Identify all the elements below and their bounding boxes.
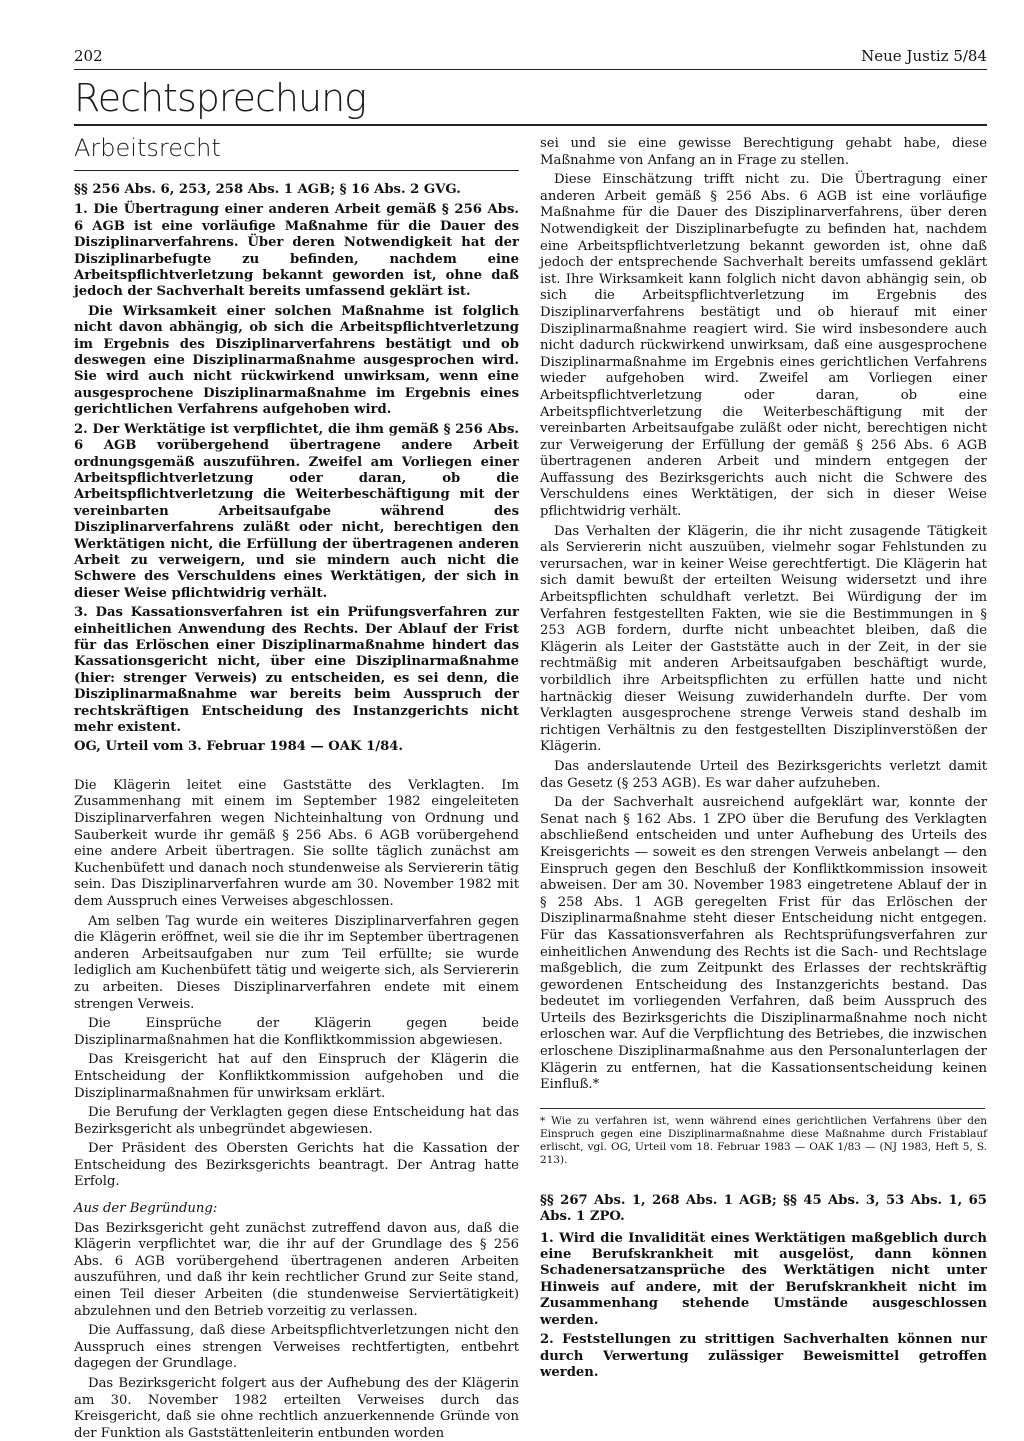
case1-right-4: Das anderslautende Urteil des Bezirksgerichts verletzt damit das Gesetz (§ 253 AGB). Es war daher aufzuheben.: [540, 758, 987, 791]
case1-citation: OG, Urteil vom 3. Februar 1984 — OAK 1/84.: [74, 739, 404, 755]
case2-headnote-1: 1. Wird die Invalidität eines Werktätigen maßgeblich durch eine Berufskrankheit mit ausgelöst, dann können Schadenersatzansprüche des Werktätigen nicht unter Hinweis auf andere, mit der Berufskrankheit nicht im Zusammenhang stehende Umstände ausgeschlossen werden.: [540, 1230, 987, 1328]
footnote: * Wie zu verfahren ist, wenn während eines gerichtlichen Verfahrens über den Einspruch gegen eine Disziplinarmaßnahme diese Maßnahme durch Fristablauf erlischt, vgl. OG, Urteil vom 18. Februar 1983 — OAK 1/83 — (NJ 1983, Heft 5, S. 213).: [540, 1114, 987, 1166]
reasons-heading: Aus der Begründung:: [74, 1201, 218, 1217]
journal-issue: Neue Justiz 5/84: [861, 47, 987, 65]
page-header: [74, 47, 987, 69]
section-rule: [74, 124, 987, 126]
case1-facts-3: Die Einsprüche der Klägerin gegen beide Disziplinarmaßnahmen hat die Konfliktkommission abgewiesen.: [74, 1016, 519, 1048]
case1-reasons-3: Das Bezirksgericht folgert aus der Aufhebung des der Klägerin am 30. November 1982 erteilten Verweises durch das Kreisgericht, daß sie ohne rechtlich anzuerkennende Gründe von der Funktion als Gaststättenleiterin entbunden worden: [74, 1376, 519, 1441]
case1-headnote-3: 3. Das Kassationsverfahren ist ein Prüfungsverfahren zur einheitlichen Anwendung des Rechts. Der Ablauf der Frist für das Erlöschen einer Disziplinarmaßnahme hindert das Kassationsgericht nicht, über eine Disziplinarmaßnahme (hier: strenger Verweis) zu entscheiden, es sei denn, die Disziplinarmaßnahme war bereits beim Ausspruch der rechtskräftigen Entscheidung des Instanzgerichts nicht mehr existent.: [74, 605, 519, 735]
case1-right-2: Diese Einschätzung trifft nicht zu. Die Übertragung einer anderen Arbeit gemäß § 256 Abs. 6 AGB ist eine vorläufige Maßnahme für die Dauer des Disziplinarverfahrens, über deren Notwendigkeit der Disziplinarbefugte zu befinden hat, nachdem eine Arbeitspflichtverletzung bekannt geworden ist, ohne daß jedoch der entsprechende Sachverhalt bereits umfassend geklärt ist. Ihre Wirksamkeit kann folglich nicht davon abhängig sein, ob sich die Arbeitspflichtverletzung im Ergebnis des Disziplinarverfahrens bestätigt und ob hierauf mit einer Disziplinarmaßnahme reagiert wird. Sie wird insbesondere auch nicht dadurch rückwirkend unwirksam, daß eine ausgesprochene Disziplinarmaßnahme im Ergebnis eines gerichtlichen Verfahrens wieder aufgehoben wird. Zweifel am Vorliegen einer Arbeitspflichtverletzung oder daran, ob eine Arbeitspflichtverletzung die Weiterbeschäftigung mit der vereinbarten Arbeitsaufgabe zuläßt oder nicht, berechtigen nicht zur Verweigerung der Erfüllung der gemäß § 256 Abs. 6 AGB übertragenen anderen Arbeit und mindern entgegen der Auffassung des Bezirksgerichts auch nicht die Schwere des Verschuldens eines Werktätigen, der sich in dieser Weise pflichtwidrig verhält.: [540, 172, 987, 520]
case1-facts-5: Die Berufung der Verklagten gegen diese Entscheidung hat das Bezirksgericht als unbegründet abgewiesen.: [74, 1105, 519, 1137]
case1-norms: §§ 256 Abs. 6, 253, 258 Abs. 1 AGB; § 16 Abs. 2 GVG.: [74, 182, 461, 197]
left-column: [74, 182, 519, 1441]
case1-headnote-1: 1. Die Übertragung einer anderen Arbeit gemäß § 256 Abs. 6 AGB ist eine vorläufige Maßnahme für die Dauer des Disziplinarverfahrens. Über deren Notwendigkeit hat der Disziplinarbefugte zu befinden, nachdem eine Arbeitspflichtverletzung bekannt geworden ist, ohne daß jedoch der Sachverhalt bereits umfassend geklärt ist.: [74, 202, 519, 300]
case1-facts-4: Das Kreisgericht hat auf den Einspruch der Klägerin die Entscheidung der Konfliktkommission aufgehoben und die Disziplinarmaßnahmen für unwirksam erklärt.: [74, 1052, 519, 1101]
case1-facts-2: Am selben Tag wurde ein weiteres Disziplinarverfahren gegen die Klägerin eröffnet, weil sie die ihr im September übertragenen anderen Arbeitsaufgaben nur zum Teil erfüllte; sie wurde lediglich am Kuchenbüfett tätig und weigerte sich, als Serviererin zu arbeiten. Dieses Disziplinarverfahren endete mit einem strengen Verweis.: [74, 913, 519, 1012]
footnote-rule: [540, 1108, 985, 1109]
subsection-rule: [74, 170, 519, 171]
case2-norms: §§ 267 Abs. 1, 268 Abs. 1 AGB; §§ 45 Abs. 3, 53 Abs. 1, 65 Abs. 1 ZPO.: [540, 1192, 987, 1225]
case1-right-3: Das Verhalten der Klägerin, die ihr nicht zusagende Tätigkeit als Serviererin nicht auszuüben, vielmehr sogar Fehlstunden zu verursachen, war in keiner Weise gerechtfertigt. Die Klägerin hat sich damit bewußt der erteilten Weisung widersetzt und ihre Arbeitspflichten schuldhaft verletzt. Bei Würdigung der im Verfahren festgestellten Fakten, wie sie die Bestimmungen in § 253 AGB fordern, durfte nicht unbeachtet bleiben, daß die Klägerin als Leiter der Gaststätte auch in der Zeit, in der sie rechtmäßig mit anderen Arbeitsaufgaben beschäftigt wurde, vorbildlich ihre Arbeitspflichten zu erfüllen hatte und nicht hartnäckig dieser Weisung zuwiderhandeln durfte. Der vom Verklagten ausgesprochene strenge Verweis stand deshalb im richtigen Verhältnis zu den festgestellten Disziplinverstößen der Klägerin.: [540, 523, 987, 755]
case1-facts-1: Die Klägerin leitet eine Gaststätte des Verklagten. Im Zusammenhang mit einem im September 1982 eingeleiteten Disziplinarverfahren wegen Nichteinhaltung von Ordnung und Sauberkeit wurde ihr gemäß § 256 Abs. 6 AGB vorübergehend eine andere Arbeit übertragen. Sie sollte täglich zunächst am Kuchenbüfett und danach noch stundenweise als Serviererin tätig sein. Das Disziplinarverfahren wurde am 30. November 1982 mit dem Ausspruch eines Verweises abgeschlossen.: [74, 777, 519, 909]
case2-headnote-2: 2. Feststellungen zu strittigen Sachverhalten können nur durch Verwertung zulässiger Beweismittel getroffen werden.: [540, 1332, 987, 1380]
section-title: Rechtsprechung: [74, 76, 366, 120]
case1-headnote-2: 2. Der Werktätige ist verpflichtet, die ihm gemäß § 256 Abs. 6 AGB vorübergehend übertragene andere Arbeit ordnungsgemäß auszuführen. Zweifel am Vorliegen einer Arbeitspflichtverletzung oder daran, ob die Arbeitspflichtverletzung die Weiterbeschäftigung mit der vereinbarten Arbeitsaufgabe während des Disziplinarverfahrens zuläßt oder nicht, berechtigen den Werktätigen nicht, die Erfüllung der übertragenen anderen Arbeit zu verweigern, und sie mindern auch nicht die Schwere des Verschuldens eines Werktätigen, der sich in dieser Weise pflichtwidrig verhält.: [74, 421, 519, 601]
case1-right-1: sei und sie eine gewisse Berechtigung gehabt habe, diese Maßnahme von Anfang an in Frage zu stellen.: [540, 136, 987, 168]
header-rule: [74, 69, 987, 70]
case1-reasons-1: Das Bezirksgericht geht zunächst zutreffend davon aus, daß die Klägerin verpflichtet war, die ihr auf der Grundlage des § 256 Abs. 6 AGB vorübergehend übertragenen anderen Arbeiten auszuführen, und daß ihr kein rechtlicher Grund zur Seite stand, einen Teil dieser Arbeiten (die stundenweise Serviertätigkeit) abzulehnen und den Betrieb vorzeitig zu verlassen.: [74, 1220, 519, 1319]
case1-right-5: Da der Sachverhalt ausreichend aufgeklärt war, konnte der Senat nach § 162 Abs. 1 ZPO über die Berufung des Verklagten abschließend entscheiden und unter Aufhebung des Urteils des Kreisgerichts — soweit es den strengen Verweis anbelangt — den Einspruch gegen den Beschluß der Konfliktkommission insoweit abweisen. Der am 30. November 1983 eingetretene Ablauf der in § 258 Abs. 1 AGB geregelten Frist für das Erlöschen der Disziplinarmaßnahme steht dieser Entscheidung nicht entgegen. Für das Kassationsverfahren als Rechtsprüfungsverfahren zur einheitlichen Anwendung des Rechts ist die Sach- und Rechtslage maßgeblich, die zum Zeitpunkt des Erlasses der rechtskräftig gewordenen Entscheidung des Instanzgerichts bestand. Das bedeutet im vorliegenden Verfahren, daß beim Ausspruch des Urteils des Bezirksgerichts die Disziplinarmaßnahme noch nicht erloschen war. Auf die Verpflichtung des Betriebes, die inzwischen erloschene Disziplinarmaßnahme aus den Personalunterlagen der Klägerin zu entfernen, hat die Kassationsentscheidung keinen Einfluß.*: [540, 795, 987, 1093]
case1-facts-6: Der Präsident des Obersten Gerichts hat die Kassation der Entscheidung des Bezirksgerichts beantragt. Der Antrag hatte Erfolg.: [74, 1141, 519, 1190]
page-number: 202: [74, 47, 103, 65]
case1-reasons-2: Die Auffassung, daß diese Arbeitspflichtverletzungen nicht den Ausspruch eines strengen Verweises rechtfertigten, entbehrt dagegen der Grundlage.: [74, 1323, 519, 1372]
right-column: [540, 136, 987, 1384]
case1-headnote-1b: Die Wirksamkeit einer solchen Maßnahme ist folglich nicht davon abhängig, ob sich die Arbeitspflichtverletzung im Ergebnis des Disziplinarverfahrens bestätigt und ob deswegen eine Disziplinarmaßnahme ausgesprochen wird. Sie wird auch nicht rückwirkend unwirksam, wenn eine ausgesprochene Disziplinarmaßnahme im Ergebnis eines gerichtlichen Verfahrens aufgehoben wird.: [74, 303, 519, 418]
subsection-title: Arbeitsrecht: [74, 134, 221, 162]
